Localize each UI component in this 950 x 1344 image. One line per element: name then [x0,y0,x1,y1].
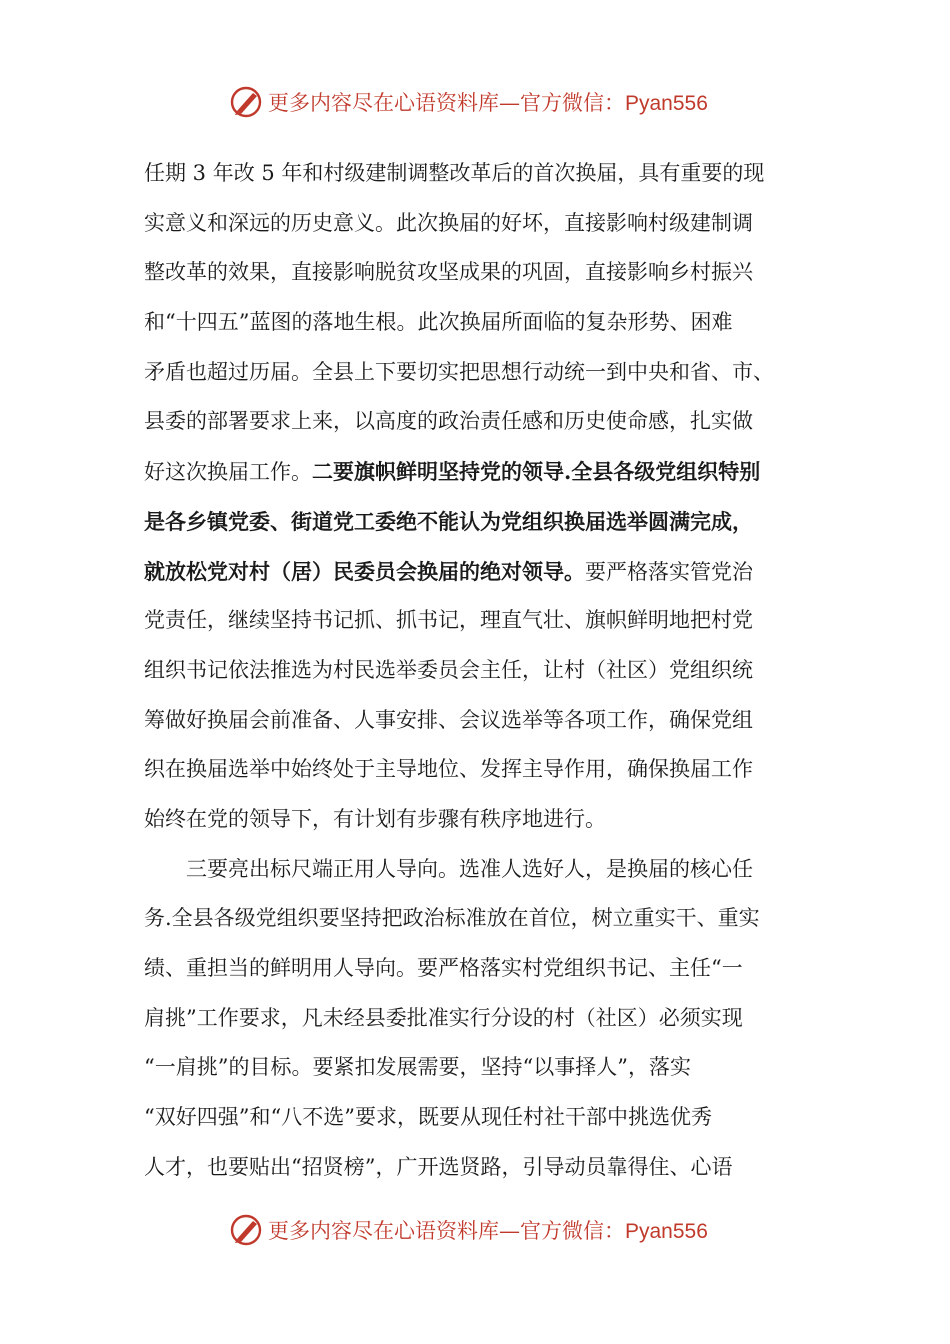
text-line [144,894,808,944]
watermark-banner-bottom [228,1210,748,1250]
text-segment: 矛盾也超过历届。全县上下要切实把思想行动统一到中央和省、市、 [144,359,774,384]
text-line [144,795,808,845]
bold-text-segment: 二要旗帜鲜明坚持党的领导.全县各级党组织特别 [312,459,761,485]
text-segment: 始终在党的领导下，有计划有步骤有秩序地进行。 [144,806,606,831]
text-line [144,298,808,348]
text-line [144,1093,808,1143]
text-line [144,994,808,1044]
text-segment: 织在换届选举中始终处于主导地位、发挥主导作用，确保换届工作 [144,757,753,782]
text-line [144,944,808,994]
text-segment: 务.全县各级党组织要坚持把政治标准放在首位，树立重实干、重实 [144,906,760,931]
pen-logo-icon [228,1212,264,1248]
text-line [144,149,808,199]
text-segment: 要严格落实管党治 [585,559,753,584]
watermark-text: 更多内容尽在心语资料库—官方微信：Pyan556 [268,91,708,115]
text-segment: 筹做好换届会前准备、人事安排、会议选举等各项工作，确保党组 [144,707,753,732]
pen-logo-icon [228,84,264,120]
text-segment: 和“十四五”蓝图的落地生根。此次换届所面临的复杂形势、困难 [144,310,733,335]
text-segment: 人才，也要贴出“招贤榜”，广开选贤路，引导动员靠得住、心语 [144,1154,733,1179]
text-line [144,447,808,497]
text-segment: “双好四强”和“八不选”要求，既要从现任村社干部中挑选优秀 [144,1105,712,1130]
text-line [144,547,808,597]
text-line [144,845,808,895]
text-line [144,248,808,298]
text-line [144,397,808,447]
text-segment: 任期 3 年改 5 年和村级建制调整改革后的首次换届，具有重要的现 [144,161,765,185]
text-line [144,348,808,398]
text-line [144,497,808,547]
bold-text-segment: 就放松党对村（居）民委员会换届的绝对领导。 [144,558,585,584]
document-body [144,149,808,1192]
text-segment: 组织书记依法推选为村民选举委员会主任，让村（社区）党组织统 [144,657,753,682]
text-segment: 整改革的效果，直接影响脱贫攻坚成果的巩固，直接影响乡村振兴 [144,260,753,285]
text-segment: 县委的部署要求上来，以高度的政治责任感和历史使命感，扎实做 [144,409,753,434]
text-line [144,1143,808,1193]
watermark-banner-top [228,82,748,122]
text-segment: 党责任，继续坚持书记抓、抓书记，理直气壮、旗帜鲜明地把村党 [144,608,753,633]
text-line [144,199,808,249]
text-line [144,646,808,696]
text-segment: 绩、重担当的鲜明用人导向。要严格落实村党组织书记、主任“一 [144,956,743,980]
text-segment: 三要亮出标尺端正用人导向。选准人选好人，是换届的核心任 [186,856,753,881]
text-line [144,596,808,646]
text-line [144,696,808,746]
text-segment: “一肩挑”的目标。要紧扣发展需要，坚持“以事择人”，落实 [144,1055,691,1080]
bold-text-segment: 是各乡镇党委、街道党工委绝不能认为党组织换届选举圆满完成， [144,508,753,534]
text-line [144,1043,808,1093]
text-segment: 好这次换届工作。 [144,460,312,485]
watermark-text: 更多内容尽在心语资料库—官方微信：Pyan556 [268,1219,708,1243]
text-segment: 肩挑”工作要求，凡未经县委批准实行分设的村（社区）必须实现 [144,1005,743,1030]
text-line [144,745,808,795]
text-segment: 实意义和深远的历史意义。此次换届的好坏，直接影响村级建制调 [144,210,753,235]
